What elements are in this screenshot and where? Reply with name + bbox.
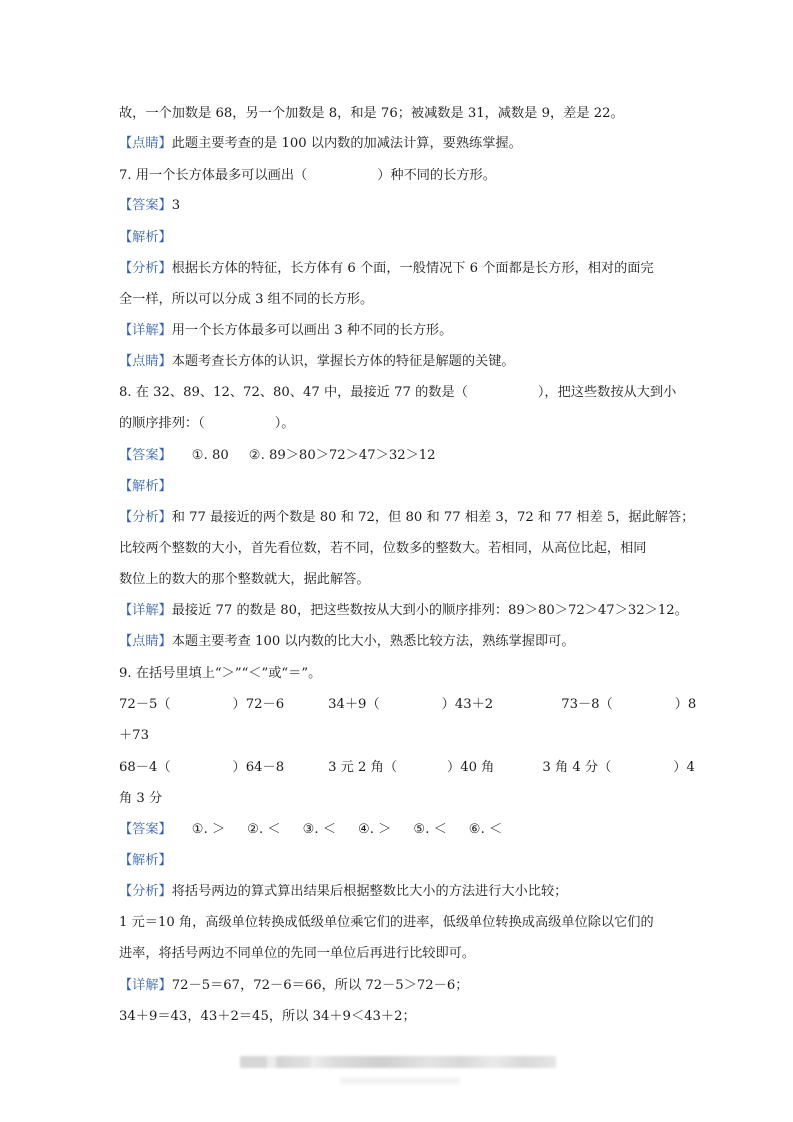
text-run: ②. 89＞80＞72＞47＞32＞12 bbox=[248, 448, 436, 463]
text-run: 3 元 2 角（ bbox=[328, 760, 398, 775]
text-line bbox=[119, 383, 683, 403]
text-run: ）种不同的长方形。 bbox=[377, 168, 496, 183]
section-tag: 【答案】 bbox=[119, 198, 172, 213]
text-run: 3 bbox=[171, 198, 181, 213]
text-line bbox=[119, 789, 683, 809]
text-run: 7. 用一个长方体最多可以画出（ bbox=[119, 168, 308, 183]
text-run: 角 3 分 bbox=[119, 791, 163, 806]
blurred-footer-subtext bbox=[340, 1078, 460, 1084]
text-run: ⑥. ＜ bbox=[468, 822, 503, 837]
section-tag: 【分析】 bbox=[119, 510, 172, 525]
text-run: 全一样，所以可以分成 3 组不同的长方形。 bbox=[119, 292, 374, 307]
text-line bbox=[119, 632, 683, 652]
text-run: 的顺序排列：（ bbox=[119, 416, 205, 431]
text-run: ②. ＜ bbox=[247, 822, 281, 837]
text-run: 最接近 77 的数是 80，把这些数按从大到小的顺序排列：89＞80＞72＞47＞32＞12。 bbox=[171, 603, 688, 618]
text-run: 故，一个加数是 68，另一个加数是 8，和是 76；被减数是 31，减数是 9，差是 22。 bbox=[119, 106, 624, 121]
text-line bbox=[119, 758, 695, 778]
text-run: ）8 bbox=[674, 697, 697, 712]
section-tag: 【点睛】 bbox=[119, 136, 172, 151]
section-tag: 【点睛】 bbox=[119, 354, 172, 369]
section-tag: 【详解】 bbox=[119, 978, 172, 993]
text-run: 和 77 最接近的两个数是 80 和 72，但 80 和 77 相差 3，72 和 77 相差 5，据此解答； bbox=[171, 510, 695, 525]
text-run: 本题主要考查 100 以内数的比大小，熟悉比较方法，熟练掌握即可。 bbox=[171, 634, 575, 649]
text-run: ①. 80 bbox=[191, 448, 229, 463]
text-run: 34＋9（ bbox=[328, 697, 380, 712]
text-run: ）。 bbox=[274, 416, 295, 431]
text-run: 8. 在 32、89、12、72、80、47 中，最接近 77 的数是（ bbox=[119, 385, 468, 400]
text-line bbox=[119, 976, 683, 996]
text-run: 3 角 4 分（ bbox=[542, 760, 612, 775]
text-line bbox=[119, 196, 683, 216]
text-line bbox=[119, 446, 683, 466]
text-run: ）4 bbox=[673, 760, 695, 775]
text-line bbox=[119, 259, 683, 279]
text-line bbox=[119, 664, 683, 684]
section-tag: 【答案】 bbox=[119, 448, 172, 463]
text-run: 将括号两边的算式算出结果后根据整数比大小的方法进行大小比较； bbox=[171, 884, 568, 899]
section-tag: 【详解】 bbox=[119, 603, 172, 618]
text-line bbox=[119, 726, 683, 746]
text-run: ）43＋2 bbox=[441, 697, 494, 712]
text-line bbox=[119, 1007, 683, 1027]
text-line bbox=[119, 477, 683, 497]
text-line bbox=[119, 570, 683, 590]
section-tag: 【分析】 bbox=[119, 261, 172, 276]
text-run: 数位上的数大的那个整数就大，据此解答。 bbox=[119, 572, 370, 587]
blurred-footer-watermark bbox=[240, 1056, 556, 1068]
section-tag: 【答案】 bbox=[119, 822, 172, 837]
text-line bbox=[119, 508, 695, 528]
text-run: 34＋9＝43，43＋2＝45，所以 34＋9＜43＋2； bbox=[119, 1009, 416, 1024]
text-run: 1 元＝10 角，高级单位转换成低级单位乘它们的进率，低级单位转换成高级单位除以它们的 bbox=[119, 915, 654, 930]
text-run: ④. ＞ bbox=[357, 822, 392, 837]
text-line bbox=[119, 414, 683, 434]
text-run: 进率，将括号两边不同单位的先同一单位后再进行比较即可。 bbox=[119, 946, 476, 961]
text-run: 比较两个整数的大小，首先看位数，若不同，位数多的整数大。若相同，从高位比起，相同 bbox=[119, 541, 647, 556]
text-line bbox=[119, 321, 683, 341]
text-line bbox=[119, 134, 683, 154]
text-run: ）40 角 bbox=[447, 760, 495, 775]
text-line bbox=[119, 539, 683, 559]
text-line bbox=[119, 601, 688, 621]
text-line bbox=[119, 944, 683, 964]
text-run: ①. ＞ bbox=[191, 822, 226, 837]
text-run: 本题考查长方体的认识，掌握长方体的特征是解题的关键。 bbox=[171, 354, 515, 369]
section-tag: 【详解】 bbox=[119, 323, 172, 338]
text-line bbox=[119, 851, 683, 871]
text-run: 用一个长方体最多可以画出 3 种不同的长方形。 bbox=[171, 323, 453, 338]
section-tag: 【解析】 bbox=[119, 479, 172, 494]
text-run: 根据长方体的特征，长方体有 6 个面，一般情况下 6 个面都是长方形，相对的面完 bbox=[171, 261, 654, 276]
text-line bbox=[119, 820, 683, 840]
text-run: ）64－8 bbox=[232, 760, 285, 775]
text-line bbox=[119, 104, 683, 124]
text-run: ），把这些数按从大到小 bbox=[537, 385, 677, 400]
section-tag: 【分析】 bbox=[119, 884, 172, 899]
text-run: ③. ＜ bbox=[302, 822, 336, 837]
text-run: 72－5＝67，72－6＝66，所以 72－5＞72－6； bbox=[171, 978, 469, 993]
section-tag: 【解析】 bbox=[119, 230, 172, 245]
section-tag: 【解析】 bbox=[119, 853, 172, 868]
section-tag: 【点睛】 bbox=[119, 634, 172, 649]
text-run: 此题主要考查的是 100 以内数的加减法计算，要熟练掌握。 bbox=[171, 136, 522, 151]
text-run: 68－4（ bbox=[119, 760, 171, 775]
text-line bbox=[119, 882, 683, 902]
text-line bbox=[119, 290, 683, 310]
text-run: 73－8（ bbox=[561, 697, 613, 712]
text-run: 9. 在括号里填上“＞”“＜”或“＝”。 bbox=[119, 666, 322, 681]
text-run: 72－5（ bbox=[119, 697, 171, 712]
text-line bbox=[119, 228, 683, 248]
text-run: ＋73 bbox=[119, 728, 149, 743]
text-line bbox=[119, 352, 683, 372]
text-line bbox=[119, 166, 683, 186]
text-line bbox=[119, 913, 683, 933]
text-run: ）72－6 bbox=[232, 697, 285, 712]
text-run: ⑤. ＜ bbox=[413, 822, 447, 837]
text-line bbox=[119, 695, 697, 715]
